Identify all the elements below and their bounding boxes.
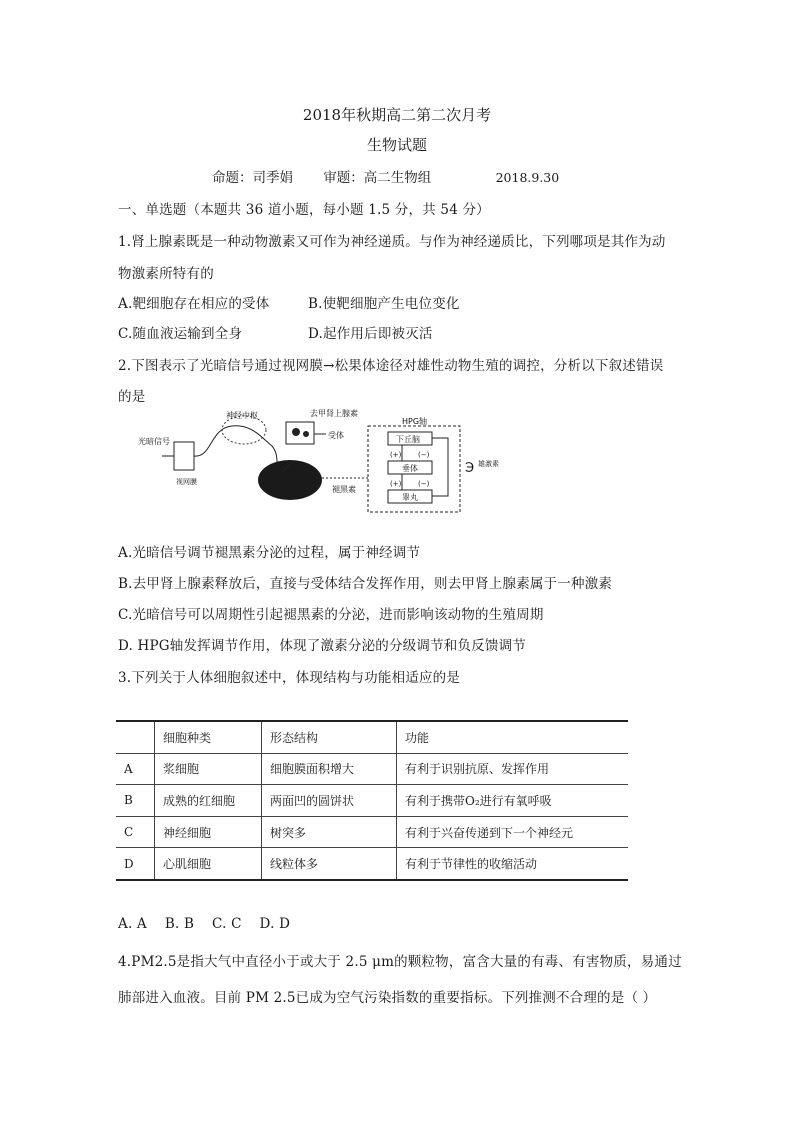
hpg-axis-label: HPG轴: [402, 417, 428, 426]
q2-option-c: C.光暗信号可以周期性引起褪黑素的分泌，进而影响该动物的生殖周期: [118, 607, 544, 623]
q1-stem-line2: 物激素所特有的: [118, 266, 214, 282]
table-cell: 有利于识别抗原、发挥作用: [397, 753, 629, 785]
receptor-cell: [286, 422, 314, 444]
q3-options: A. A B. B C. C D. D: [118, 916, 291, 932]
pineal-gland: [258, 460, 322, 500]
minus-label: (−): [418, 480, 430, 488]
exam-date: 2018.9.30: [495, 170, 560, 185]
nerve-center-label: 神经中枢: [226, 411, 258, 420]
q4-stem-line1: 4.PM2.5是指大气中直径小于或大于 2.5 μm的颗粒物，富含大量的有毒、有害物质，易通过: [118, 954, 682, 970]
nerve-center-shape: [222, 416, 266, 444]
pituitary-label: 垂体: [402, 464, 418, 473]
table-header-cell: 功能: [397, 721, 629, 753]
testis-label: 睾丸: [402, 493, 418, 502]
table-cell: 树突多: [262, 816, 397, 848]
table-cell: 两面凹的圆饼状: [262, 785, 397, 817]
q2-option-b: B.去甲肾上腺素释放后，直接与受体结合发挥作用，则去甲肾上腺素属于一种激素: [118, 576, 613, 592]
pineal-regulation-diagram: [132, 408, 504, 516]
table-header-row: [116, 721, 628, 753]
q2-stem-line1: 2.下图表示了光暗信号通过视网膜→松果体途径对雄性动物生殖的调控，分析以下叙述错误: [118, 358, 664, 374]
table-cell: 细胞膜面积增大: [262, 753, 397, 785]
table-cell: 有利于携带O₂进行有氧呼吸: [397, 785, 629, 817]
hypothalamus-label: 下丘脑: [396, 435, 420, 444]
retina-label: 视网膜: [176, 478, 197, 486]
exam-meta: [212, 166, 559, 186]
table-row: [116, 753, 628, 785]
melatonin-label: 褪黑素: [332, 485, 356, 494]
table-cell: A: [116, 753, 155, 785]
q2-option-a: A.光暗信号调节褪黑素分泌的过程，属于神经调节: [118, 545, 421, 561]
q2-option-d: D. HPG轴发挥调节作用，体现了激素分泌的分级调节和负反馈调节: [118, 638, 526, 654]
table-cell: B: [116, 785, 155, 817]
vesicle: [303, 431, 309, 437]
table-cell: 成熟的红细胞: [155, 785, 262, 817]
author-label: 命题：司季娟: [212, 170, 293, 186]
table-cell: D: [116, 848, 155, 880]
table-cell: C: [116, 816, 155, 848]
table-cell: 有利于兴奋传递到下一个神经元: [397, 816, 629, 848]
exam-subtitle: 生物试题: [366, 136, 427, 154]
q3-stem: 3.下列关于人体细胞叙述中，体现结构与功能相适应的是: [118, 670, 461, 686]
table-row: [116, 785, 628, 817]
table-cell: 线粒体多: [262, 848, 397, 880]
reviewer-label: 审题：高二生物组: [323, 170, 432, 186]
feedback-path: [432, 438, 448, 496]
q4-stem-line2: 肺部进入血液。目前 PM 2.5已成为空气污染指数的重要指标。下列推测不合理的是（ ）: [118, 990, 657, 1006]
norepinephrine-label: 去甲肾上腺素: [310, 409, 358, 418]
q1-option-c: C.随血液运输到全身: [118, 326, 243, 342]
plus-label: (+): [390, 451, 402, 459]
minus-label: (−): [418, 451, 430, 459]
table-cell: 神经细胞: [155, 816, 262, 848]
q1-option-a: A.靶细胞存在相应的受体: [118, 296, 270, 312]
table-cell: 有利于节律性的收缩活动: [397, 848, 629, 880]
retina-box: [174, 442, 194, 470]
table-row: [116, 848, 628, 880]
light-signal-label: [138, 436, 170, 446]
plus-label: (+): [390, 480, 402, 488]
exam-title: 2018年秋期高二第二次月考: [302, 106, 492, 124]
receptor-label: 受体: [328, 431, 344, 440]
table-header-cell: [116, 721, 155, 753]
q1-stem-line1: 1.肾上腺素既是一种动物激素又可作为神经递质。与作为神经递质比，下列哪项是其作为动: [118, 234, 666, 250]
symbol-glyph: ℈: [465, 459, 475, 474]
table-cell: 心肌细胞: [155, 848, 262, 880]
table-cell: 浆细胞: [155, 753, 262, 785]
q1-option-b: B.使靶细胞产生电位变化: [308, 296, 460, 312]
table-row: [116, 816, 628, 848]
hormone-label: 雄激素: [478, 460, 499, 468]
table-header-cell: 形态结构: [262, 721, 397, 753]
q1-option-d: D.起作用后即被灭活: [308, 326, 433, 342]
table-header-cell: 细胞种类: [155, 721, 262, 753]
section-heading: 一、单选题（本题共 36 道小题，每小题 1.5 分，共 54 分）: [118, 202, 490, 218]
q2-stem-line2: 的是: [118, 389, 146, 405]
light-signal-text: 光暗信号: [138, 437, 170, 446]
vesicle: [292, 428, 300, 436]
cell-structure-table: [116, 720, 628, 881]
